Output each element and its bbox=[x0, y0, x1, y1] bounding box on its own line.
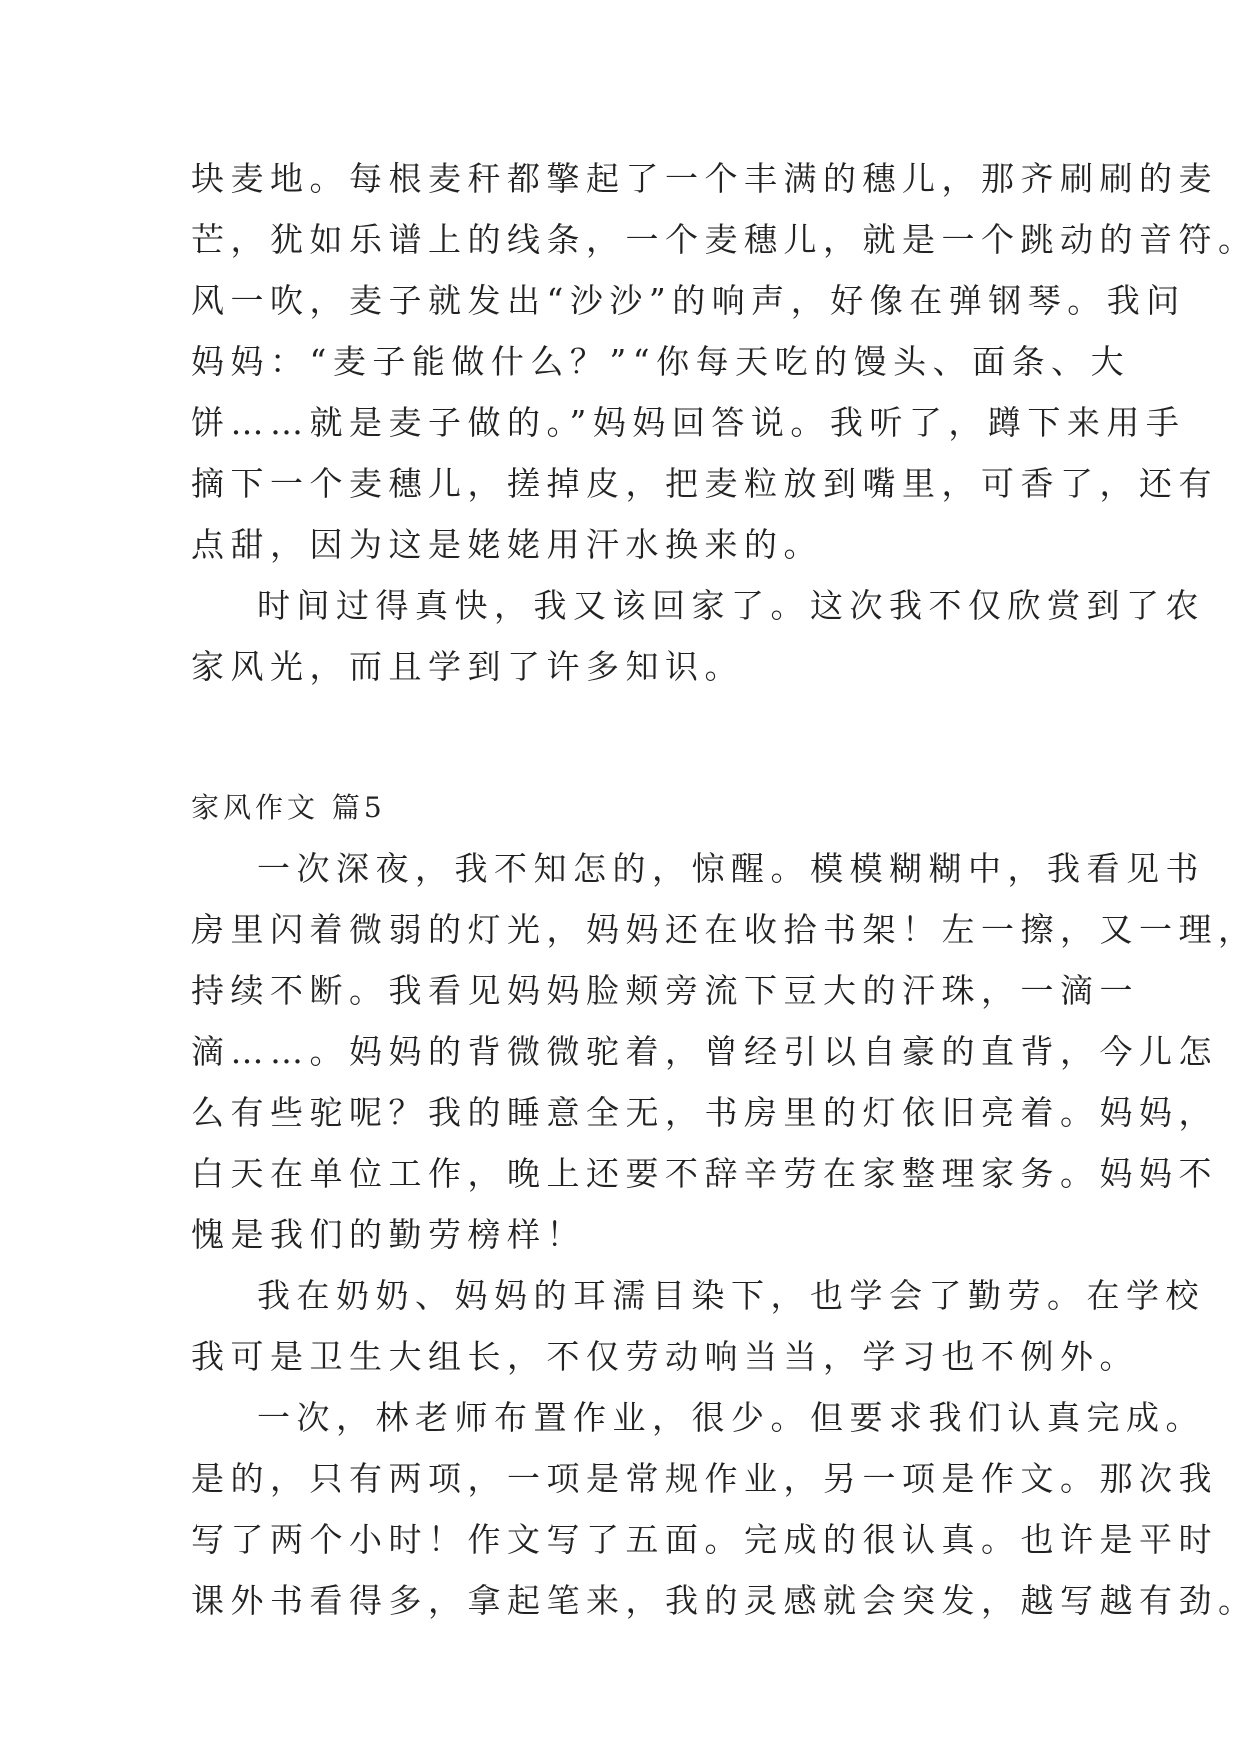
text-line: 摘下一个麦穗儿，搓掉皮，把麦粒放到嘴里，可香了，还有 bbox=[191, 464, 1218, 503]
text-line: 饼……就是麦子做的。”妈妈回答说。我听了，蹲下来用手 bbox=[191, 403, 1186, 442]
section-heading: 家风作文 篇5 bbox=[191, 791, 386, 824]
text-line: 滴……。妈妈的背微微驼着，曾经引以自豪的直背，今儿怎 bbox=[191, 1032, 1218, 1071]
text-line: 块麦地。每根麦秆都擎起了一个丰满的穗儿，那齐刷刷的麦 bbox=[191, 159, 1218, 198]
section-spacer bbox=[191, 697, 1061, 777]
text-line: 家风光，而且学到了许多知识。 bbox=[191, 647, 744, 686]
text-line: 芒，犹如乐谱上的线条，一个麦穗儿，就是一个跳动的音符。 bbox=[191, 220, 1258, 259]
text-line: 时间过得真快，我又该回家了。这次我不仅欣赏到了农 bbox=[257, 586, 1205, 625]
paragraph-wheat-field bbox=[191, 148, 1258, 575]
text-line: 是的，只有两项，一项是常规作业，另一项是作文。那次我 bbox=[191, 1459, 1218, 1498]
text-line: 白天在单位工作，晚上还要不辞辛劳在家整理家务。妈妈不 bbox=[191, 1154, 1218, 1193]
text-line: 妈妈：“麦子能做什么？”“你每天吃的馒头、面条、大 bbox=[191, 342, 1131, 381]
text-line: 持续不断。我看见妈妈脸颊旁流下豆大的汗珠，一滴一 bbox=[191, 971, 1139, 1010]
paragraph-going-home bbox=[191, 575, 1205, 697]
text-line: 一次，林老师布置作业，很少。但要求我们认真完成。 bbox=[257, 1398, 1205, 1437]
paragraph-late-night bbox=[191, 838, 1258, 1265]
text-line: 点甜，因为这是姥姥用汗水换来的。 bbox=[191, 525, 823, 564]
paragraph-hardworking bbox=[191, 1265, 1205, 1387]
text-line: 我可是卫生大组长，不仅劳动响当当，学习也不例外。 bbox=[191, 1337, 1139, 1376]
text-line: 课外书看得多，拿起笔来，我的灵感就会突发，越写越有劲。 bbox=[191, 1581, 1258, 1620]
text-line: 房里闪着微弱的灯光，妈妈还在收拾书架！左一擦，又一理， bbox=[191, 910, 1258, 949]
document-page bbox=[191, 148, 1258, 1631]
text-line: 风一吹，麦子就发出“沙沙”的响声，好像在弹钢琴。我问 bbox=[191, 281, 1186, 320]
text-line: 愧是我们的勤劳榜样！ bbox=[191, 1215, 586, 1254]
paragraph-homework bbox=[191, 1387, 1258, 1631]
text-line: 么有些驼呢？我的睡意全无，书房里的灯依旧亮着。妈妈， bbox=[191, 1093, 1218, 1132]
text-line: 我在奶奶、妈妈的耳濡目染下，也学会了勤劳。在学校 bbox=[257, 1276, 1205, 1315]
text-line: 写了两个小时！作文写了五面。完成的很认真。也许是平时 bbox=[191, 1520, 1218, 1559]
text-line: 一次深夜，我不知怎的，惊醒。模模糊糊中，我看见书 bbox=[257, 849, 1205, 888]
